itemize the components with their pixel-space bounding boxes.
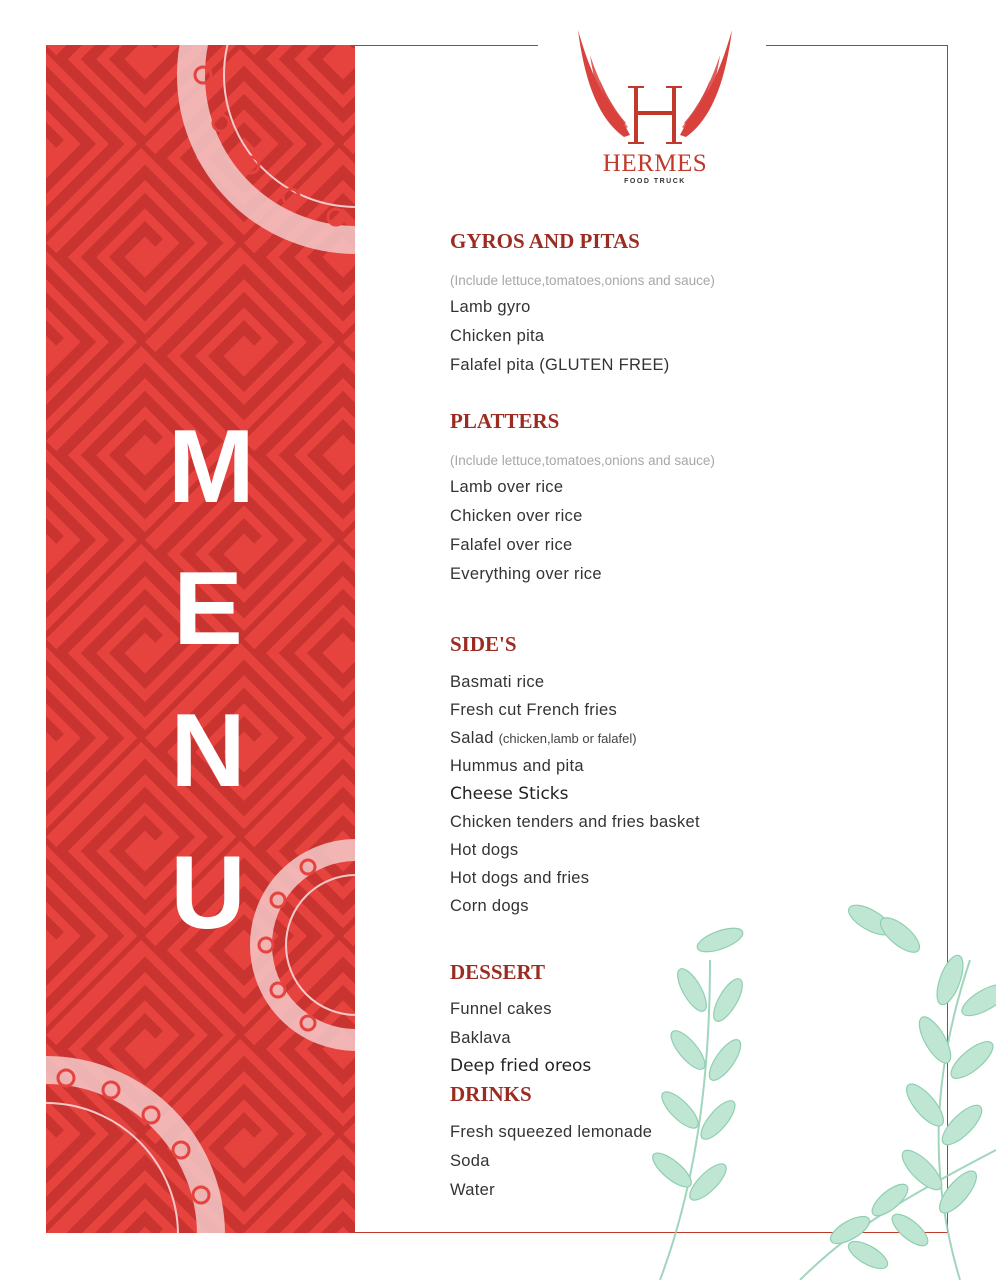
menu-item: Everything over rice xyxy=(450,565,602,583)
menu-item: Funnel cakes xyxy=(450,1000,552,1018)
section-title-gyros: GYROS AND PITAS xyxy=(450,229,640,253)
menu-item: Lamb over rice xyxy=(450,478,564,496)
menu-item: Soda xyxy=(450,1152,490,1170)
red-side-banner xyxy=(46,45,355,1233)
menu-item: Chicken tenders and fries basket xyxy=(450,813,700,831)
olive-branch-icon xyxy=(600,900,996,1280)
menu-item: Chicken pita xyxy=(450,327,545,345)
menu-item: Hot dogs xyxy=(450,841,519,859)
section-note-gyros: (Include lettuce,tomatoes,onions and sauce) xyxy=(450,273,715,288)
section-title-drinks: DRINKS xyxy=(450,1082,532,1106)
menu-letter-m: M xyxy=(168,409,255,525)
menu-item-label: Salad xyxy=(450,729,494,747)
menu-item: Basmati rice xyxy=(450,673,545,691)
salad-note: (chicken,lamb or falafel) xyxy=(498,731,637,746)
menu-letter-u: U xyxy=(170,835,246,951)
menu-item-salad xyxy=(450,729,637,748)
menu-item: Hummus and pita xyxy=(450,757,584,775)
menu-item: Hot dogs and fries xyxy=(450,869,590,887)
menu-item: Fresh squeezed lemonade xyxy=(450,1123,653,1141)
menu-item: Corn dogs xyxy=(450,897,529,915)
menu-item: Baklava xyxy=(450,1029,511,1047)
menu-item: Falafel pita (GLUTEN FREE) xyxy=(450,356,670,374)
menu-vertical-title xyxy=(46,409,355,955)
section-title-sides: SIDE'S xyxy=(450,632,517,656)
brand-subtitle: FOOD TRUCK xyxy=(624,178,686,185)
menu-item: Water xyxy=(450,1181,495,1199)
menu-item: Cheese Sticks xyxy=(450,784,569,804)
menu-item: Falafel over rice xyxy=(450,536,573,554)
menu-letter-n: N xyxy=(170,693,246,809)
menu-item: Chicken over rice xyxy=(450,507,583,525)
section-title-dessert: DESSERT xyxy=(450,960,545,984)
brand-name: HERMES xyxy=(602,150,708,177)
section-title-platters: PLATTERS xyxy=(450,409,560,433)
menu-item: Fresh cut French fries xyxy=(450,701,618,719)
menu-letter-e: E xyxy=(173,551,243,667)
menu-item: Deep fried oreos xyxy=(450,1056,592,1076)
section-note-platters: (Include lettuce,tomatoes,onions and sauce) xyxy=(450,453,715,468)
menu-item: Lamb gyro xyxy=(450,298,531,316)
